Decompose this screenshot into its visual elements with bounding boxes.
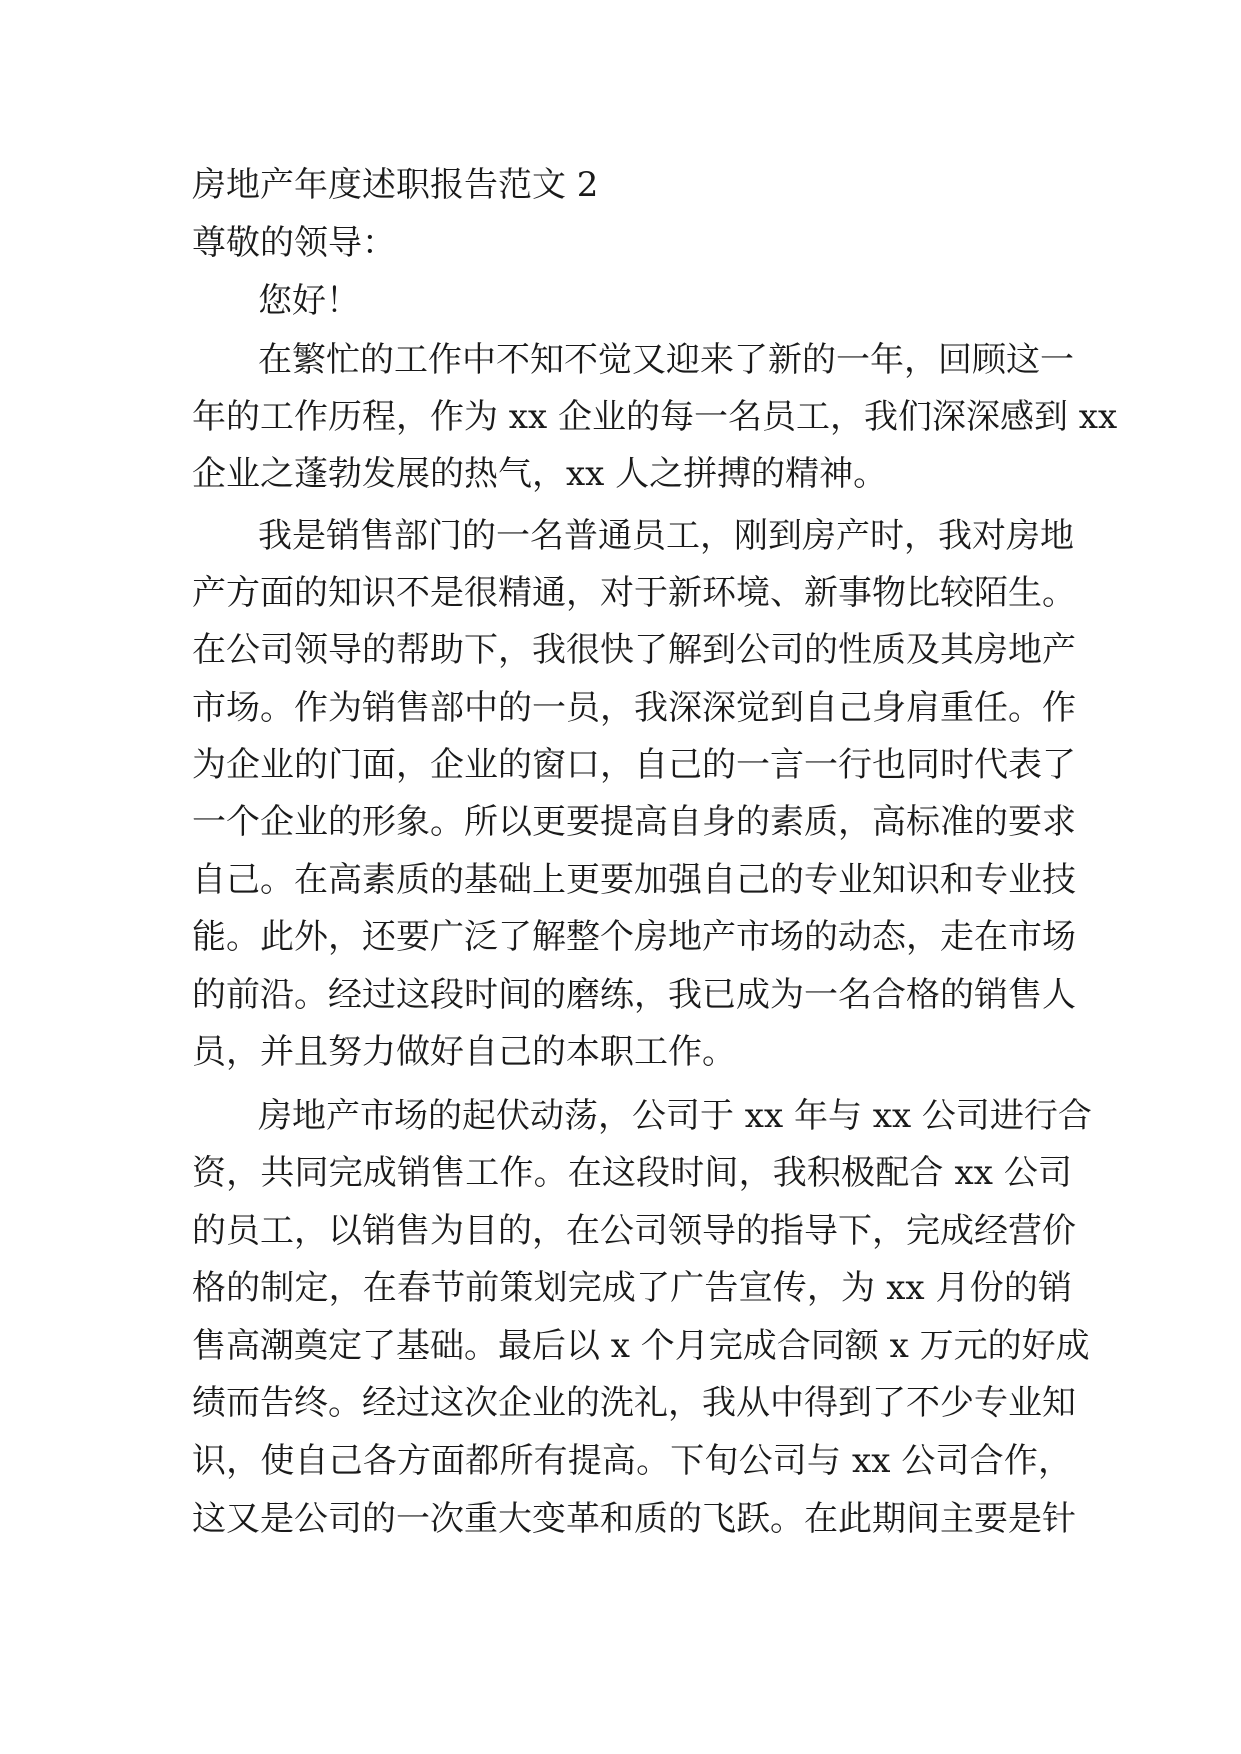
paragraph-line: 为企业的门面，企业的窗口，自己的一言一行也同时代表了 [192, 745, 1076, 785]
paragraph-line: 我是销售部门的一名普通员工，刚到房产时，我对房地 [258, 516, 1074, 556]
paragraph-line: 能。此外，还要广泛了解整个房地产市场的动态，走在市场 [192, 917, 1076, 957]
greeting: 您好！ [258, 281, 360, 321]
paragraph-line: 格的制定，在春节前策划完成了广告宣传，为 xx 月份的销 [192, 1268, 1072, 1308]
paragraph-line: 资，共同完成销售工作。在这段时间，我积极配合 xx 公司 [192, 1153, 1072, 1193]
paragraph-line: 员，并且努力做好自己的本职工作。 [192, 1032, 736, 1072]
paragraph-line: 这又是公司的一次重大变革和质的飞跃。在此期间主要是针 [192, 1499, 1076, 1539]
paragraph-line: 房地产市场的起伏动荡，公司于 xx 年与 xx 公司进行合 [258, 1096, 1092, 1136]
paragraph-line: 自己。在高素质的基础上更要加强自己的专业知识和专业技 [192, 860, 1076, 900]
paragraph-line: 售高潮奠定了基础。最后以 x 个月完成合同额 x 万元的好成 [192, 1326, 1090, 1366]
paragraph-line: 年的工作历程，作为 xx 企业的每一名员工，我们深深感到 xx [192, 397, 1118, 437]
paragraph-line: 市场。作为销售部中的一员，我深深觉到自己身肩重任。作 [192, 688, 1076, 728]
paragraph-line: 企业之蓬勃发展的热气，xx 人之拼搏的精神。 [192, 454, 888, 494]
paragraph-line: 产方面的知识不是很精通，对于新环境、新事物比较陌生。 [192, 573, 1076, 613]
paragraph-line: 在繁忙的工作中不知不觉又迎来了新的一年，回顾这一 [258, 340, 1074, 380]
paragraph-line: 在公司领导的帮助下，我很快了解到公司的性质及其房地产 [192, 630, 1076, 670]
paragraph-line: 一个企业的形象。所以更要提高自身的素质，高标准的要求 [192, 802, 1076, 842]
paragraph-line: 的员工，以销售为目的，在公司领导的指导下，完成经营价 [192, 1211, 1076, 1251]
paragraph-line: 绩而告终。经过这次企业的洗礼，我从中得到了不少专业知 [192, 1383, 1076, 1423]
paragraph-line: 识，使自己各方面都所有提高。下旬公司与 xx 公司合作， [192, 1441, 1072, 1481]
salutation: 尊敬的领导： [192, 223, 396, 263]
document-title: 房地产年度述职报告范文 2 [192, 165, 599, 205]
paragraph-line: 的前沿。经过这段时间的磨练，我已成为一名合格的销售人 [192, 975, 1076, 1015]
